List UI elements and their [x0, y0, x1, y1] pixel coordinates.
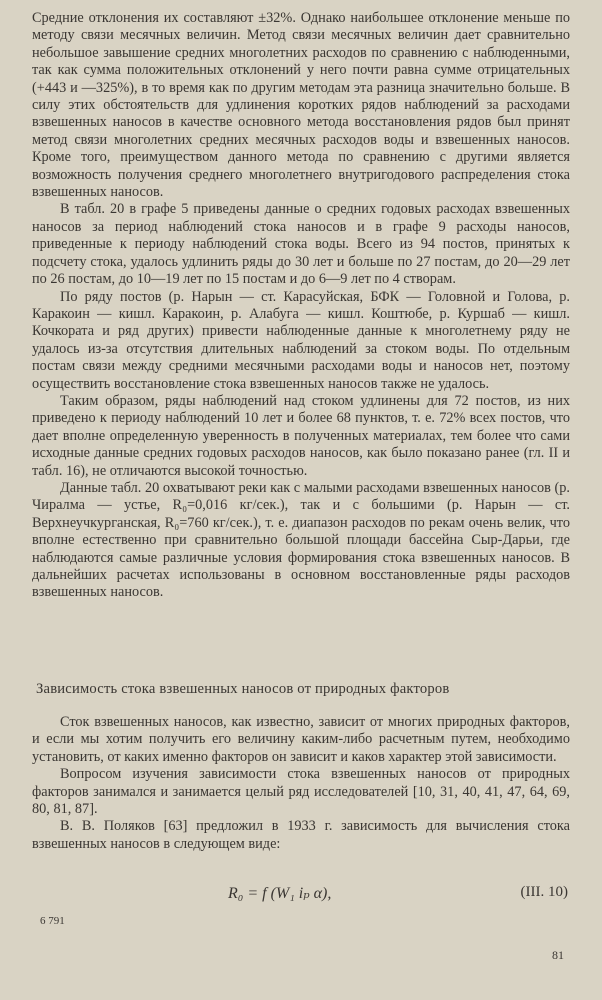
paragraph-5: Данные табл. 20 охватывают реки как с малыми расходами взвешенных наносов (р. Чиралма — устье, R₀=0,016 кг/сек.), так и с большими (р. Нарын — ст. Верхнеучкурганская, R₀=760 кг/сек.), т. е. диапазон расходов по рекам очень велик, что вполне естественно при сравнительно большой площади бассейна Сыр-Дарьи, где наблюдаются самые различные условия формирования стока взвешенных наносов. В дальнейших расчетах использованы в основном восстановленные ряды расходов взвешенных наносов.	[32, 479, 570, 601]
formula: R₀ = f (W₁ iₚ α),	[228, 885, 332, 902]
section-text	[32, 714, 570, 853]
paragraph-4: Таким образом, ряды наблюдений над стоком удлинены для 72 постов, из них приведено к периоду наблюдений 10 лет и более 68 пунктов, т. е. 72% всех постов, что дает вполне определенную уверенность в полученных материалах, тем более что сами исходные данные средних годовых расходов наносов, как было показано ранее (гл. II и табл. 16), не отличаются высокой точностью.	[32, 392, 570, 479]
paragraph-2: В табл. 20 в графе 5 приведены данные о средних годовых расходах взвешенных наносов за период наблюдений стока наносов и в графе 9 расходы наносов, приведенные к периоду наблюдений стока воды. Всего из 94 постов, принятых к подсчету стока, удалось удлинить ряды до 30 лет и больше по 27 постам, до 20—29 лет по 26 постам, до 10—19 лет по 15 постам и до 6—9 лет по 4 створам.	[32, 201, 570, 288]
formula-number: (III. 10)	[520, 884, 568, 900]
section-paragraph-2: Вопросом изучения зависимости стока взвешенных наносов от природных факторов занимался и занимается целый ряд исследователей [10, 31, 40, 41, 47, 64, 69, 80, 81, 87].	[32, 766, 570, 818]
section-paragraph-3: В. В. Поляков [63] предложил в 1933 г. зависимость для вычисления стока взвешенных наносов в следующем виде:	[32, 818, 570, 852]
page-number: 81	[552, 948, 564, 962]
section-heading: Зависимость стока взвешенных наносов от природных факторов	[36, 681, 450, 697]
paragraph-3: По ряду постов (р. Нарын — ст. Карасуйская, БФК — Головной и Голова, р. Каракоин — кишл. Каракоин, р. Алабуга — кишл. Коштюбе, р. Куршаб — кишл. Кочкората и ряд других) привести наблюденные данные к многолетнему ряду не удалось из-за отсутствия длительных наблюдений за стоком воды. По отдельным постам связи между средними месячными расходами воды и наносов нет, поэтому осуществить восстановление стока взвешенных наносов также не удалось.	[32, 288, 570, 392]
section-paragraph-1: Сток взвешенных наносов, как известно, зависит от многих природных факторов, и если мы хотим получить его величину каким-либо расчетным путем, необходимо установить, от каких именно факторов он зависит и каков характер этой зависимости.	[32, 714, 570, 765]
paragraph-1: Средние отклонения их составляют ±32%. Однако наибольшее отклонение меньше по методу связи месячных величин. Метод связи месячных величин дает сравнительно небольшое завышение средних многолетних расходов по сравнению с наблюденными, так как сумма положительных отклонений у него почти равна сумме отрицательных (+443 и —325%), в то время как по другим методам эта разница значительно больше. В силу этих обстоятельств для удлинения коротких рядов наблюдений за расходами взвешенных наносов в качестве основного метода восстановления рядов был принят метод связи многолетних средних месячных расходов воды и взвешенных наносов. Кроме того, преимуществом данного метода по сравнению с другими является возможность получения среднего многолетнего внутригодового распределения стока взвешенных наносов.	[32, 10, 570, 201]
body-text	[32, 10, 570, 602]
printer-signature: 6 791	[40, 915, 65, 927]
